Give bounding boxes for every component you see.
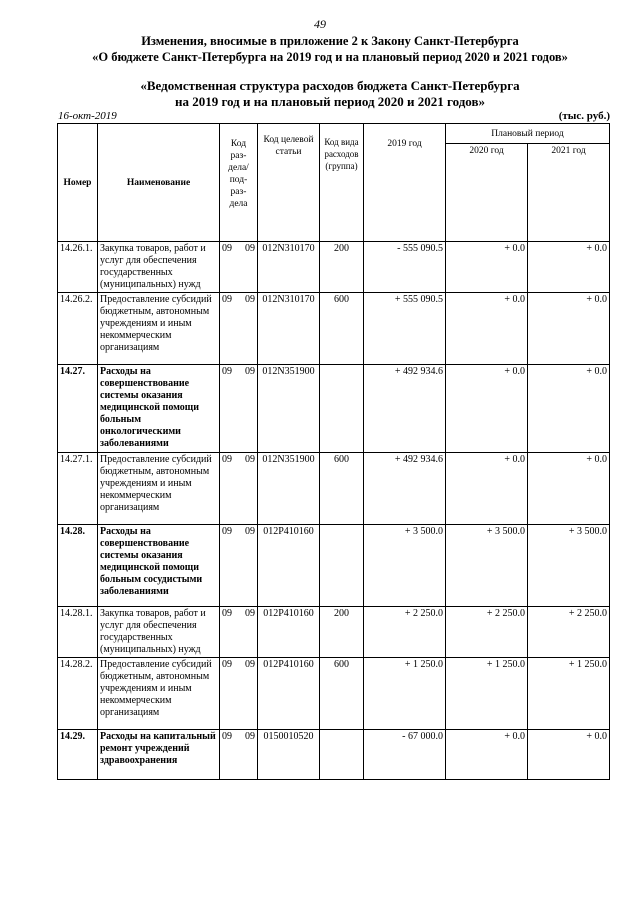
row-number: 14.27. [58, 365, 98, 453]
row-vr-code: 600 [320, 293, 364, 365]
row-amount-2019: + 2 250.0 [364, 607, 446, 658]
row-name: Закупка товаров, работ и услуг для обеспечения государственных (муниципальных) нужд [98, 242, 220, 293]
row-csr-code: 012P410160 [258, 658, 320, 730]
row-amount-2021: + 3 500.0 [528, 525, 610, 607]
row-amount-2019: + 555 090.5 [364, 293, 446, 365]
document-header [40, 33, 620, 65]
row-section-code: 09 [222, 526, 232, 537]
row-name: Предоставление субсидий бюджетным, автономным учреждениям и иным некоммерческим организациям [98, 293, 220, 365]
document-title [40, 78, 620, 110]
row-razdel [220, 730, 258, 780]
row-razdel [220, 293, 258, 365]
row-section-code: 09 [222, 608, 232, 619]
row-number: 14.28. [58, 525, 98, 607]
row-csr-code: 012P410160 [258, 525, 320, 607]
row-name: Закупка товаров, работ и услуг для обеспечения государственных (муниципальных) нужд [98, 607, 220, 658]
row-amount-2021: + 0.0 [528, 453, 610, 525]
table-body [58, 242, 610, 780]
row-csr-code: 012P410160 [258, 607, 320, 658]
row-subsection-code: 09 [245, 526, 255, 537]
row-subsection-code: 09 [245, 659, 255, 670]
table-row [58, 525, 610, 607]
row-subsection-code: 09 [245, 243, 255, 254]
row-amount-2019: + 492 934.6 [364, 365, 446, 453]
row-number: 14.28.2. [58, 658, 98, 730]
title-line-2: на 2019 год и на плановый период 2020 и 2021 годов» [174, 94, 485, 109]
row-vr-code: 200 [320, 607, 364, 658]
table-row [58, 607, 610, 658]
row-vr-code [320, 525, 364, 607]
table-row [58, 730, 610, 780]
row-amount-2019: + 492 934.6 [364, 453, 446, 525]
row-amount-2020: + 2 250.0 [446, 607, 528, 658]
header-line-1: Изменения, вносимые в приложение 2 к Закону Санкт-Петербурга [141, 34, 519, 48]
row-number: 14.28.1. [58, 607, 98, 658]
title-line-1: «Ведомственная структура расходов бюджета Санкт-Петербурга [140, 78, 520, 93]
row-csr-code: 012N351900 [258, 365, 320, 453]
row-name: Предоставление субсидий бюджетным, автономным учреждениям и иным некоммерческим организациям [98, 453, 220, 525]
row-razdel [220, 525, 258, 607]
column-header-2020: 2020 год [446, 144, 528, 242]
row-amount-2021: + 0.0 [528, 730, 610, 780]
row-section-code: 09 [222, 366, 232, 377]
row-razdel [220, 365, 258, 453]
row-vr-code: 200 [320, 242, 364, 293]
row-amount-2019: + 1 250.0 [364, 658, 446, 730]
row-number: 14.26.2. [58, 293, 98, 365]
row-name: Расходы на капитальный ремонт учреждений здравоохранения [98, 730, 220, 780]
row-number: 14.26.1. [58, 242, 98, 293]
row-subsection-code: 09 [245, 454, 255, 465]
row-vr-code [320, 365, 364, 453]
row-amount-2019: - 67 000.0 [364, 730, 446, 780]
row-section-code: 09 [222, 659, 232, 670]
row-subsection-code: 09 [245, 294, 255, 305]
row-csr-code: 012N310170 [258, 293, 320, 365]
row-amount-2021: + 0.0 [528, 365, 610, 453]
row-number: 14.27.1. [58, 453, 98, 525]
table-row [58, 658, 610, 730]
table-row [58, 453, 610, 525]
row-section-code: 09 [222, 731, 232, 742]
header-line-2: «О бюджете Санкт-Петербурга на 2019 год и на плановый период 2020 и 2021 годов» [92, 50, 568, 64]
page-number: 49 [314, 17, 326, 31]
row-amount-2019: - 555 090.5 [364, 242, 446, 293]
row-subsection-code: 09 [245, 608, 255, 619]
row-subsection-code: 09 [245, 366, 255, 377]
row-amount-2020: + 0.0 [446, 453, 528, 525]
row-section-code: 09 [222, 243, 232, 254]
expenditure-table [57, 123, 610, 780]
units-label: (тыс. руб.) [558, 110, 610, 122]
column-header-csr: Код целевой статьи [258, 124, 320, 242]
row-razdel [220, 607, 258, 658]
row-csr-code: 012N351900 [258, 453, 320, 525]
row-amount-2020: + 1 250.0 [446, 658, 528, 730]
row-amount-2021: + 0.0 [528, 293, 610, 365]
row-amount-2020: + 0.0 [446, 730, 528, 780]
row-amount-2021: + 1 250.0 [528, 658, 610, 730]
row-amount-2021: + 0.0 [528, 242, 610, 293]
row-csr-code: 012N310170 [258, 242, 320, 293]
row-section-code: 09 [222, 454, 232, 465]
column-header-number: Номер [58, 124, 98, 242]
row-amount-2021: + 2 250.0 [528, 607, 610, 658]
row-number: 14.29. [58, 730, 98, 780]
row-name: Предоставление субсидий бюджетным, автономным учреждениям и иным некоммерческим организациям [98, 658, 220, 730]
row-vr-code [320, 730, 364, 780]
row-amount-2020: + 3 500.0 [446, 525, 528, 607]
row-razdel [220, 453, 258, 525]
row-razdel [220, 242, 258, 293]
column-header-2021: 2021 год [528, 144, 610, 242]
row-vr-code: 600 [320, 658, 364, 730]
row-subsection-code: 09 [245, 731, 255, 742]
row-section-code: 09 [222, 294, 232, 305]
row-amount-2020: + 0.0 [446, 242, 528, 293]
column-header-vr: Код вида расходов (группа) [320, 124, 364, 242]
column-header-2019: 2019 год [364, 124, 446, 242]
column-header-name: Наименование [98, 124, 220, 242]
row-amount-2020: + 0.0 [446, 293, 528, 365]
table-row [58, 365, 610, 453]
table-row [58, 293, 610, 365]
row-vr-code: 600 [320, 453, 364, 525]
row-name: Расходы на совершенствование системы оказания медицинской помощи больным сосудистыми заболеваниями [98, 525, 220, 607]
column-header-razdel: Код раз-дела/ под-раз-дела [220, 124, 258, 242]
document-date: 16-окт-2019 [58, 110, 117, 122]
row-amount-2020: + 0.0 [446, 365, 528, 453]
row-name: Расходы на совершенствование системы оказания медицинской помощи больным онкологическими заболеваниями [98, 365, 220, 453]
row-amount-2019: + 3 500.0 [364, 525, 446, 607]
row-razdel [220, 658, 258, 730]
row-csr-code: 0150010520 [258, 730, 320, 780]
column-header-planned: Плановый период [446, 124, 610, 144]
table-row [58, 242, 610, 293]
